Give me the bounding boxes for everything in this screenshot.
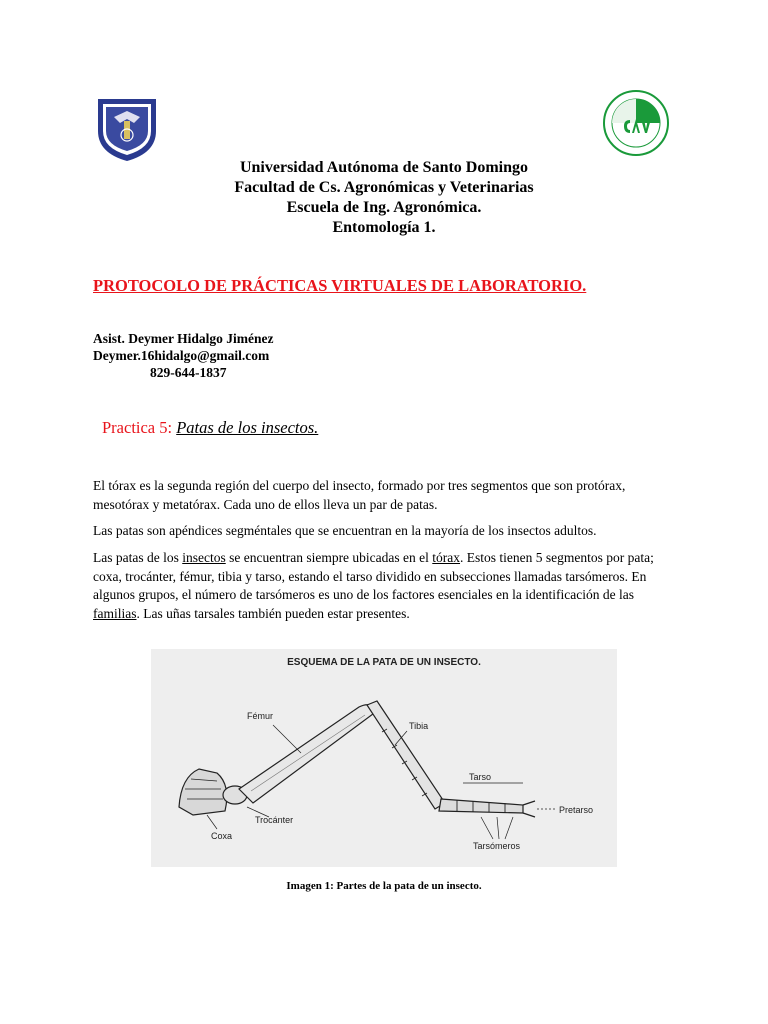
figure-caption: Imagen 1: Partes de la pata de un insecto. — [286, 880, 482, 892]
label-coxa: Coxa — [211, 831, 233, 841]
practice-heading — [102, 418, 318, 438]
text-segment: se encuentran siempre ubicadas en el — [225, 550, 433, 565]
pretarsus-claws — [523, 801, 535, 817]
school-name: Escuela de Ing. Agronómica. — [286, 199, 482, 216]
link-torax[interactable]: tórax — [432, 550, 461, 565]
femur-leader — [273, 725, 301, 753]
protocol-title: PROTOCOLO DE PRÁCTICAS VIRTUALES DE LABORATORIO. — [93, 276, 587, 295]
text-segment: . Estos tienen 5 segmentos por pata; coxa, trocánter, fémur, tibia y tarso, estando el tarso dividido en subsecciones llamadas tarsómeros. En algunos grupos, el número de tarsómeros es uno de los factores esenciales en la identificación de las — [93, 550, 654, 602]
text-segment: . Las uñas tarsales también pueden estar presentes. — [136, 605, 410, 621]
coxa-leader — [207, 815, 217, 829]
label-femur: Fémur — [247, 711, 274, 721]
text-segment: Las patas de los — [93, 550, 183, 565]
label-pretarso: Pretarso — [559, 805, 594, 815]
figure-title: ESQUEMA DE LA PATA DE UN INSECTO. — [287, 657, 481, 668]
practice-label: Practica 5: — [102, 418, 173, 437]
faculty-logo — [602, 88, 670, 158]
coxa-shape — [179, 769, 227, 815]
label-tarsomeros: Tarsómeros — [473, 841, 521, 851]
insect-leg-figure — [151, 649, 617, 867]
assistant-name: Asist. Deymer Hidalgo Jiménez — [93, 331, 274, 346]
tarsomeros-leaders — [481, 817, 513, 839]
university-seal-logo — [94, 93, 160, 163]
paragraph-thorax: El tórax es la segunda región del cuerpo del insecto, formado por tres segmentos que son protórax, mesotórax y metatórax. Cada uno de ellos lleva un par de patas. — [93, 478, 626, 512]
practice-title: Patas de los insectos. — [176, 418, 319, 437]
label-tibia: Tibia — [409, 721, 429, 731]
insect-leg-diagram — [151, 649, 617, 867]
link-insectos[interactable]: insectos — [182, 550, 226, 565]
faculty-name: Facultad de Cs. Agronómicas y Veterinarias — [234, 179, 534, 196]
link-familias[interactable]: familias — [93, 605, 137, 621]
assistant-phone: 829-644-1837 — [150, 365, 227, 380]
paragraph-leg-segments — [93, 549, 683, 623]
course-name: Entomología 1. — [332, 219, 436, 236]
femur-line — [251, 715, 365, 791]
tibia-shape — [367, 701, 445, 809]
assistant-email: Deymer.16hidalgo@gmail.com — [93, 348, 270, 363]
paragraph-legs-intro: Las patas son apéndices segméntales que se encuentran en la mayoría de los insectos adultos. — [93, 523, 597, 538]
label-tarso: Tarso — [469, 772, 492, 782]
label-trocanter: Trocánter — [255, 815, 294, 825]
tarsus-shape — [439, 799, 523, 813]
university-name: Universidad Autónoma de Santo Domingo — [239, 159, 529, 176]
